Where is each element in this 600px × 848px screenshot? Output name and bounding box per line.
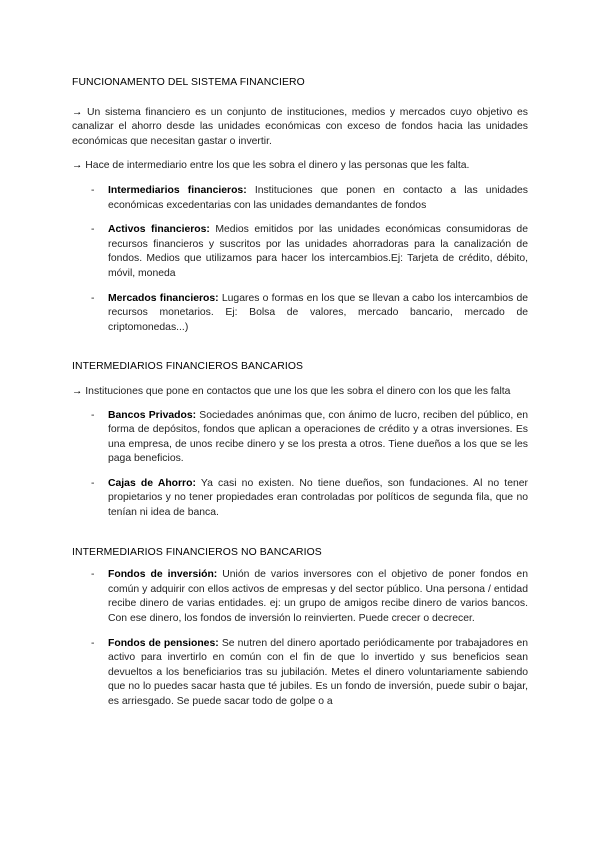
paragraph-intermediary (72, 159, 528, 174)
dash-bullet: - (91, 477, 95, 489)
list-item (72, 409, 528, 467)
paragraph-definition (72, 106, 528, 150)
document-page (72, 76, 528, 710)
list-item-text: Medios emitidos por las unidades económicas consumidoras de recursos financieros y suscritos por las unidades ahorradoras para la canalización de fondos. Medios que utilizamos para hacer los intercambios.Ej: Tarjeta de crédito, débito, móvil, moneda (108, 224, 528, 279)
arrow-icon: → (72, 385, 83, 397)
dash-bullet: - (91, 184, 95, 196)
section-heading-funcionamiento: FUNCIONAMENTO DEL SISTEMA FINANCIERO (72, 77, 305, 88)
list-item-term: Intermediarios financieros: (108, 184, 247, 196)
arrow-icon: → (72, 160, 83, 172)
list-item-term: Fondos de pensiones: (108, 637, 219, 649)
arrow-icon: → (72, 106, 83, 118)
list-item-term: Fondos de inversión: (108, 569, 218, 581)
list-item-text: Unión de varios inversores con el objetivo de poner fondos en común y adquirir con ellos activos de empresas y del sector público. Una persona / entidad recibe dinero de varias entidades. ej: un grupo de amigos recibe dinero de varios bancos. Con ese dinero, los fondos de inversión lo reinvierten. Puede crecer o decrecer. (108, 569, 528, 625)
list-item-text: Se nutren del dinero aportado periódicamente por trabajadores en activo para invertirlo en común con el fin de que lo invertido y sus beneficios sean devueltos a los beneficiarios tras su jubilación. Metes el dinero voluntariamente sabiendo que no lo puedes sacar hasta que té jubiles. Es un fondo de inversión, puede subir o bajar, es arriesgado. Se puede sacar todo de golpe o a (108, 637, 529, 707)
list-item-text: Ya casi no existen. No tiene dueños, son fundaciones. Al no tener propietarios y no tener propiedades eran controladas por políticos de segunda fila, que no tenían ni idea de banca. (108, 477, 528, 519)
bullet-list-bancarios (72, 409, 528, 521)
paragraph-text: Hace de intermediario entre los que les sobra el dinero y las personas que les falta. (85, 160, 470, 172)
list-item (72, 223, 528, 281)
list-item (72, 477, 528, 521)
list-item-term: Cajas de Ahorro: (108, 477, 196, 489)
section-heading-bancarios: INTERMEDIARIOS FINANCIEROS BANCARIOS (72, 361, 304, 373)
list-item-term: Activos financieros: (108, 224, 210, 236)
dash-bullet: - (91, 569, 95, 581)
paragraph-text: Un sistema financiero es un conjunto de instituciones, medios y mercados cuyo objetivo es canalizar el ahorro desde las unidades económicas con exceso de fondos hacia las unidades económicas que necesitan gastar o invertir. (72, 106, 529, 147)
dash-bullet: - (91, 409, 95, 421)
section-heading-no-bancarios: INTERMEDIARIOS FINANCIEROS NO BANCARIOS (72, 546, 322, 558)
list-item-text: Sociedades anónimas que, con ánimo de lucro, reciben del público, en forma de depósitos, fondos que aplican a operaciones de crédito y a otras inversiones. Es una empresa, de unos recibe dinero y se los presta a otros. Tiene dueños a los que se les paga beneficios. (108, 409, 528, 465)
dash-bullet: - (91, 224, 95, 236)
bullet-list-no-bancarios (72, 568, 528, 709)
list-item (72, 568, 528, 626)
list-item-term: Mercados financieros: (108, 292, 219, 304)
list-item (72, 184, 528, 213)
paragraph-bancarios (72, 385, 528, 400)
list-item-text: Lugares o formas en los que se llevan a cabo los intercambios de recursos monetarios. Ej: Bolsa de valores, mercado bancario, mercado de criptomonedas...) (108, 292, 529, 333)
dash-bullet: - (91, 292, 95, 304)
list-item-text: Instituciones que ponen en contacto a las unidades económicas excedentarias con las unidades demandantes de fondos (108, 184, 528, 211)
list-item (72, 637, 528, 710)
bullet-list-sistema (72, 184, 528, 335)
dash-bullet: - (91, 637, 95, 649)
list-item-term: Bancos Privados: (108, 409, 197, 421)
list-item (72, 292, 528, 336)
paragraph-text: Instituciones que pone en contactos que une los que les sobra el dinero con los que les falta (85, 385, 511, 397)
